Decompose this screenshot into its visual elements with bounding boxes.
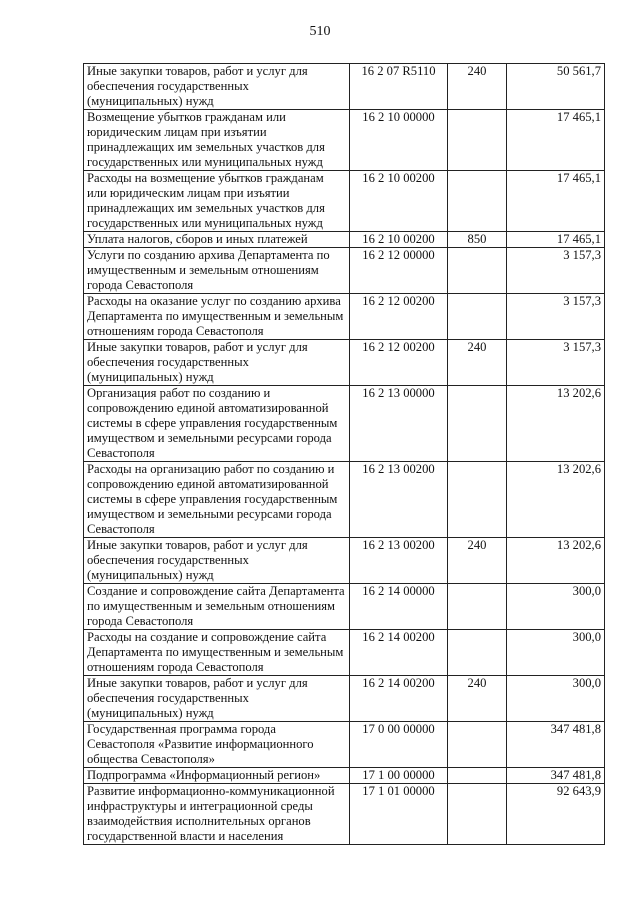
row-amount: 3 157,3 [507,294,605,340]
row-expense-type [448,722,507,768]
row-name: Организация работ по созданию и сопровождению единой автоматизированной системы в сфере управления государственным имуществом и земельными ресурсами города Севастополя [84,386,350,462]
row-name: Иные закупки товаров, работ и услуг для обеспечения государственных (муниципальных) нужд [84,538,350,584]
table-row [84,676,605,722]
row-code: 16 2 12 00200 [350,340,448,386]
row-amount: 300,0 [507,584,605,630]
row-expense-type [448,630,507,676]
row-name: Государственная программа города Севастополя «Развитие информационного общества Севастополя» [84,722,350,768]
row-code: 17 1 00 00000 [350,768,448,784]
table-row [84,584,605,630]
row-code: 16 2 14 00200 [350,676,448,722]
table-row [84,340,605,386]
row-amount: 13 202,6 [507,386,605,462]
row-code: 17 1 01 00000 [350,784,448,845]
row-amount: 300,0 [507,630,605,676]
row-name: Уплата налогов, сборов и иных платежей [84,232,350,248]
row-name: Иные закупки товаров, работ и услуг для обеспечения государственных (муниципальных) нужд [84,340,350,386]
row-expense-type: 240 [448,538,507,584]
row-amount: 347 481,8 [507,768,605,784]
row-code: 16 2 10 00200 [350,232,448,248]
row-expense-type: 240 [448,676,507,722]
row-name: Расходы на создание и сопровождение сайта Департамента по имущественным и земельным отношениям города Севастополя [84,630,350,676]
table-row [84,386,605,462]
row-expense-type [448,248,507,294]
row-name: Подпрограмма «Информационный регион» [84,768,350,784]
row-code: 16 2 07 R5110 [350,64,448,110]
row-expense-type [448,462,507,538]
row-amount: 300,0 [507,676,605,722]
row-expense-type [448,784,507,845]
row-expense-type [448,294,507,340]
row-expense-type [448,386,507,462]
row-name: Расходы на организацию работ по созданию и сопровождению единой автоматизированной системы в сфере управления государственным имуществом и земельными ресурсами города Севастополя [84,462,350,538]
row-name: Иные закупки товаров, работ и услуг для обеспечения государственных (муниципальных) нужд [84,64,350,110]
row-expense-type [448,768,507,784]
row-amount: 17 465,1 [507,232,605,248]
row-amount: 17 465,1 [507,110,605,171]
row-amount: 347 481,8 [507,722,605,768]
table-row [84,768,605,784]
row-code: 16 2 12 00200 [350,294,448,340]
row-code: 16 2 10 00000 [350,110,448,171]
row-code: 16 2 10 00200 [350,171,448,232]
table-row [84,64,605,110]
table-row [84,630,605,676]
budget-table [83,63,605,845]
row-code: 16 2 12 00000 [350,248,448,294]
row-name: Иные закупки товаров, работ и услуг для обеспечения государственных (муниципальных) нужд [84,676,350,722]
row-code: 16 2 13 00200 [350,462,448,538]
row-expense-type [448,584,507,630]
row-amount: 13 202,6 [507,538,605,584]
row-name: Развитие информационно-коммуникационной инфраструктуры и интеграционной среды взаимодействия исполнительных органов государственной власти и населения [84,784,350,845]
row-expense-type [448,110,507,171]
row-name: Расходы на оказание услуг по созданию архива Департамента по имущественным и земельным отношениям города Севастополя [84,294,350,340]
row-code: 16 2 14 00200 [350,630,448,676]
row-expense-type: 240 [448,340,507,386]
row-name: Услуги по созданию архива Департамента по имущественным и земельным отношениям города Севастополя [84,248,350,294]
table-row [84,232,605,248]
table-row [84,784,605,845]
row-code: 16 2 14 00000 [350,584,448,630]
row-expense-type [448,171,507,232]
row-code: 16 2 13 00000 [350,386,448,462]
row-name: Возмещение убытков гражданам или юридическим лицам при изъятии принадлежащих им земельных участков для государственных или муниципальных нужд [84,110,350,171]
table-row [84,722,605,768]
row-name: Расходы на возмещение убытков гражданам или юридическим лицам при изъятии принадлежащих им земельных участков для государственных или муниципальных нужд [84,171,350,232]
row-expense-type: 850 [448,232,507,248]
row-amount: 17 465,1 [507,171,605,232]
row-amount: 13 202,6 [507,462,605,538]
row-code: 16 2 13 00200 [350,538,448,584]
row-name: Создание и сопровождение сайта Департамента по имущественным и земельным отношениям города Севастополя [84,584,350,630]
row-expense-type: 240 [448,64,507,110]
row-amount: 3 157,3 [507,340,605,386]
table-row [84,171,605,232]
row-amount: 92 643,9 [507,784,605,845]
row-amount: 3 157,3 [507,248,605,294]
table-row [84,538,605,584]
row-code: 17 0 00 00000 [350,722,448,768]
table-row [84,248,605,294]
row-amount: 50 561,7 [507,64,605,110]
page-number: 510 [309,24,331,39]
table-row [84,294,605,340]
table-row [84,110,605,171]
table-row [84,462,605,538]
